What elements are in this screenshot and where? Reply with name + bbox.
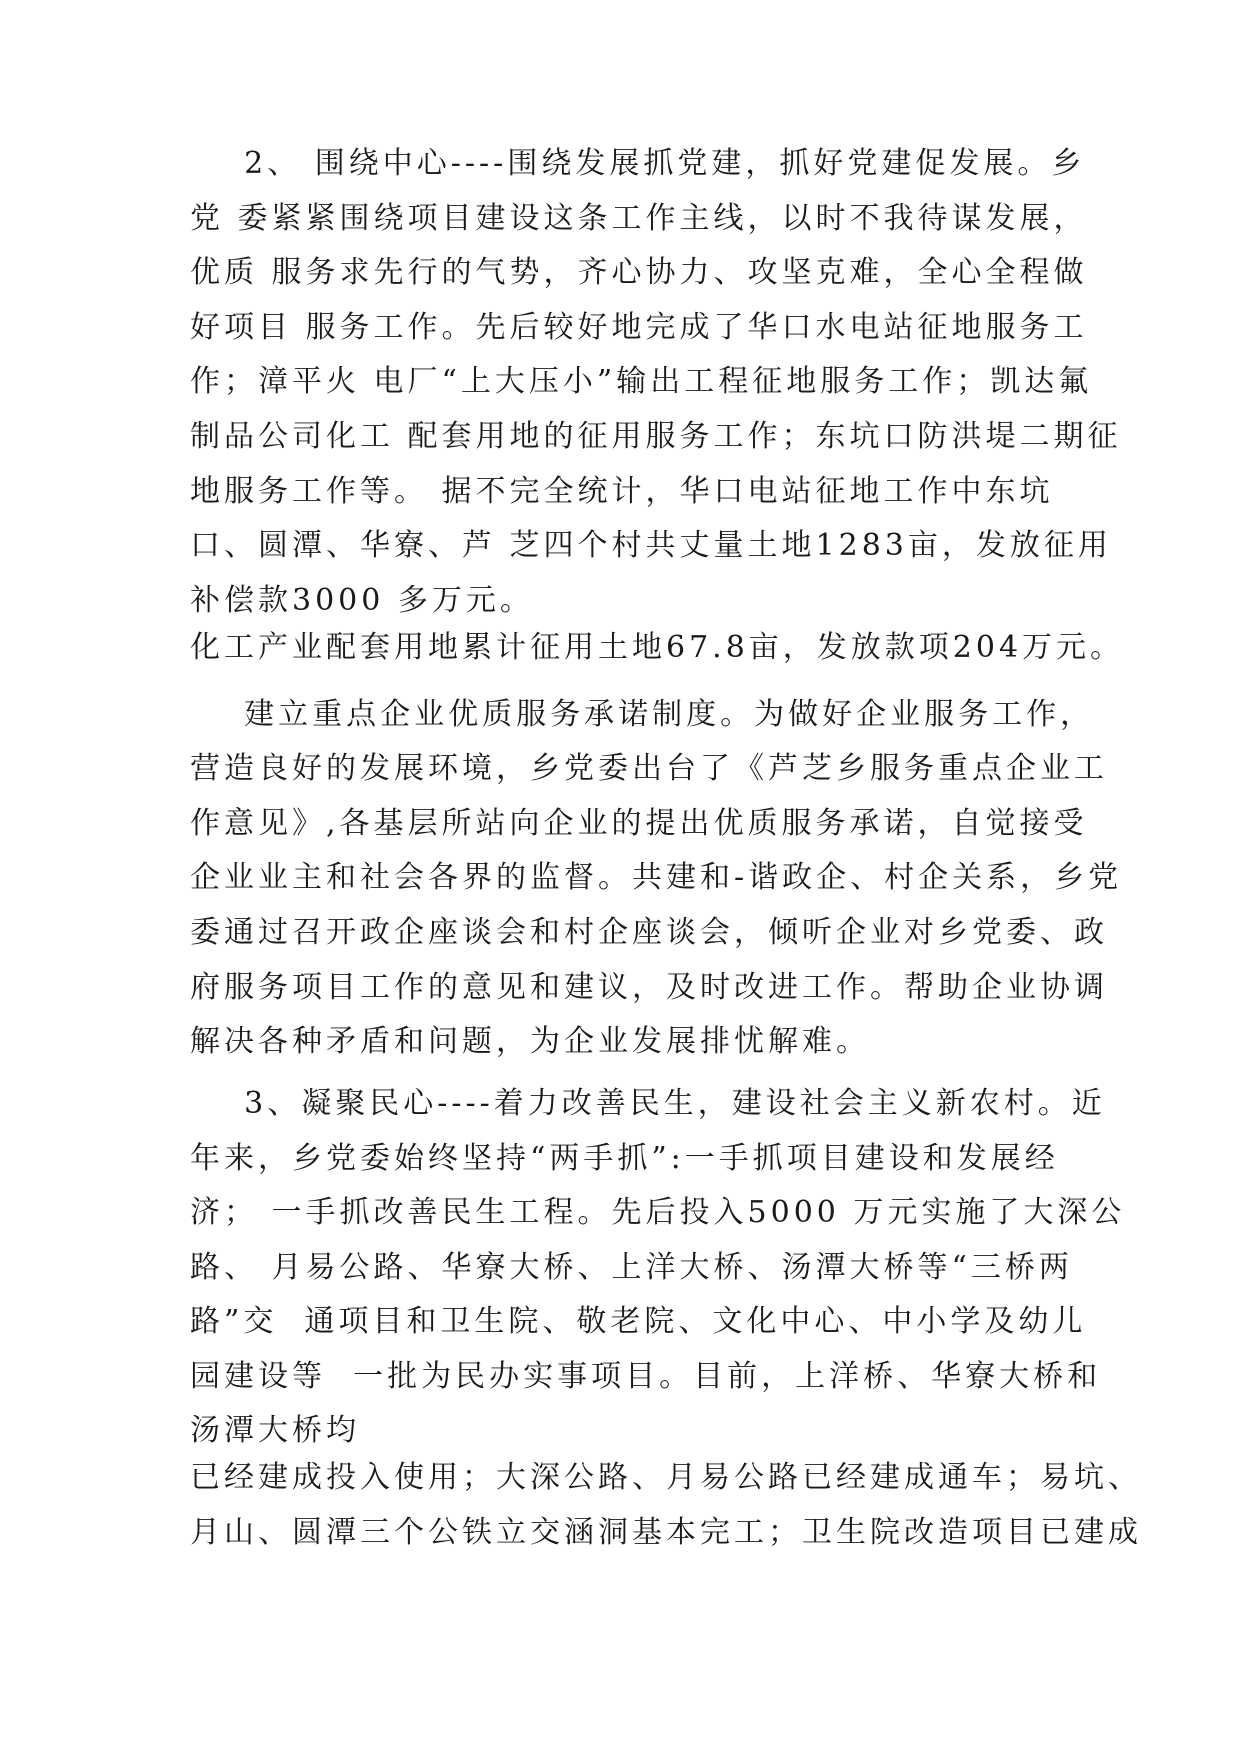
text-line: 企业业主和社会各界的监督。共建和-谐政企、村企关系，乡党: [190, 860, 1123, 895]
text-line: 化工产业配套用地累计征用土地67.8亩，发放款项204万元。: [190, 630, 1125, 665]
text-line: 园建设等 一批为民办实事项目。目前，上洋桥、华寮大桥和: [190, 1359, 1102, 1394]
text-line: 2、 围绕中心----围绕发展抓党建，抓好党建促发展。乡: [190, 146, 1086, 181]
text-line: 建立重点企业优质服务承诺制度。为做好企业服务工作，: [190, 697, 1095, 732]
text-line: 党 委紧紧围绕项目建设这条工作主线，以时不我待谋发展，: [190, 201, 1088, 236]
text-line: 月山、圆潭三个公铁立交涵洞基本完工；卫生院改造项目已建成: [190, 1515, 1142, 1550]
text-line: 优质 服务求先行的气势，齐心协力、攻坚克难，全心全程做: [190, 255, 1088, 290]
text-line: 济； 一手抓改善民生工程。先后投入5000 万元实施了大深公: [190, 1195, 1126, 1230]
text-line: 路”交 通项目和卫生院、敬老院、文化中心、中小学及幼儿: [190, 1304, 1087, 1339]
text-line: 已经建成投入使用；大深公路、月易公路已经建成通车；易坑、: [190, 1460, 1142, 1495]
text-line: 地服务工作等。 据不完全统计，华口电站征地工作中东坑: [190, 474, 1054, 509]
text-line: 营造良好的发展环境，乡党委出台了《芦芝乡服务重点企业工: [190, 751, 1108, 786]
text-line: 补偿款3000 多万元。: [190, 583, 534, 618]
text-line: 好项目 服务工作。先后较好地完成了华口水电站征地服务工: [190, 310, 1088, 345]
text-line: 口、圆潭、华寮、芦 芝四个村共丈量土地1283亩，发放征用: [190, 528, 1112, 563]
text-line: 解决各种矛盾和问题，为企业发展排忧解难。: [190, 1024, 870, 1059]
text-line: 府服务项目工作的意见和建议，及时改进工作。帮助企业协调: [190, 970, 1108, 1005]
text-line: 制品公司化工 配套用地的征用服务工作；东坑口防洪堤二期征: [190, 419, 1122, 454]
text-line: 委通过召开政企座谈会和村企座谈会，倾听企业对乡党委、政: [190, 915, 1108, 950]
text-line: 作；漳平火 电厂“上大压小”输出工程征地服务工作；凯达氟: [190, 364, 1093, 399]
text-line: 汤潭大桥均: [190, 1413, 360, 1448]
text-line: 路、 月易公路、华寮大桥、上洋大桥、汤潭大桥等“三桥两: [190, 1250, 1073, 1285]
text-line: 年来，乡党委始终坚持“两手抓”:一手抓项目建设和发展经: [190, 1141, 1059, 1176]
text-line: 作意见》,各基层所站向企业的提出优质服务承诺，自觉接受: [190, 806, 1088, 841]
text-line: 3、凝聚民心----着力改善民生，建设社会主义新农村。近: [190, 1086, 1106, 1121]
